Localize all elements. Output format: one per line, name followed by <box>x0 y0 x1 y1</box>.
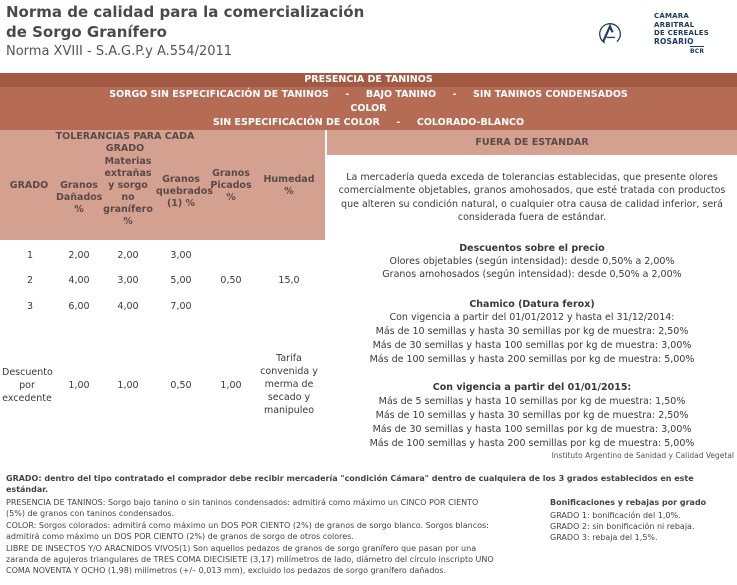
vigencia-title: Con vigencia a partir del 01/01/2015: <box>432 382 632 393</box>
chamico-line: Más de 100 semillas y hasta 200 semillas por kg de muestra: 5,00% <box>369 354 695 365</box>
tolerancias-label: TOLERANCIAS PARA CADA GRADO <box>55 131 195 154</box>
descuentos-title: Descuentos sobre el precio <box>459 243 605 254</box>
vigencia-line: Más de 100 semillas y hasta 200 semillas por kg de muestra: 5,00% <box>369 438 695 449</box>
color-line: SIN ESPECIFICACIÓN DE COLOR - COLORADO-BLANCO <box>212 117 525 128</box>
logo-text: CÁMARA ARBITRAL DE CEREALES ROSARIO BCR <box>654 12 710 56</box>
color-label: COLOR <box>350 103 387 114</box>
list-item: GRADO 3: rebaja del 1,5%. <box>550 533 658 542</box>
chamico-line: Con vigencia a partir del 01/01/2012 y hasta el 31/12/2014: <box>389 312 675 323</box>
col-danados: Granos Dañados % <box>56 180 103 215</box>
col-grado: GRADO <box>9 180 49 191</box>
list-item: GRADO 2: sin bonificación ni rebaja. <box>550 522 695 531</box>
source-note: Instituto Argentino de Sanidad y Calidad Vegetal <box>551 451 734 460</box>
footer-libre: LIBRE DE INSECTOS Y/O ARACNIDOS VIVOS(1) Son aquellos pedazos de granos de sorgo granífero que pasan por una zaranda de agujeros triangulares de TRES COMA DIECISIETE (3,17) milímetros de lado, diámetro del círculo inscripto UNO COMA NOVENTA Y OCHO (1,98) milímetros (+/– 0,013 mm), excluido los pedazos de sorgo granífero dañados. <box>6 544 494 575</box>
vigencia-line: Más de 10 semillas y hasta 30 semillas por kg de muestra: 2,50% <box>375 410 689 421</box>
chamico-title: Chamico (Datura ferox) <box>469 299 595 310</box>
col-quebrados: Granos quebrados (1) % <box>156 174 213 209</box>
footer-taninos: PRESENCIA DE TANINOS: Sorgo bajo tanino o sin taninos condensados: admitirá como máximo un CINCO POR CIENTO (5%) de granos con taninos condensados. <box>6 498 479 518</box>
fuera-estandar-text: La mercadería queda exceda de tolerancias establecidas, que presente olores comercialmente objetables, granos amohosados, que esté tratada con productos que alteren su condición natural, o cualquier otra causa de calidad inferior, será considerada fuera de estándar. <box>338 172 726 223</box>
header <box>6 2 364 59</box>
vigencia-line: Más de 5 semillas y hasta 10 semillas por kg de muestra: 1,50% <box>378 396 686 407</box>
tanino-line: SORGO SIN ESPECIFICACIÓN DE TANINOS - BAJO TANINO - SIN TANINOS CONDENSADOS <box>109 89 628 100</box>
bonificaciones <box>550 497 735 543</box>
camara-arbitral-logo-icon <box>598 6 658 62</box>
descuento-line: Granos amohosados (según intensidad): desde 0,50% a 2,00% <box>382 269 682 280</box>
list-item: GRADO 1: bonificación del 1,0%. <box>550 511 681 520</box>
chamico-line: Más de 10 semillas y hasta 30 semillas por kg de muestra: 2,50% <box>375 326 689 337</box>
page-subtitle: Norma XVIII - S.A.G.P.y A.554/2011 <box>6 44 233 59</box>
presencia-taninos-band: PRESENCIA DE TANINOS <box>0 73 737 87</box>
page-title-line1: Norma de calidad para la comercialización <box>6 3 365 21</box>
col-materias: Materias extrañas y sorgo no granífero % <box>103 156 153 227</box>
chamico-line: Más de 30 semillas y hasta 100 semillas por kg de muestra: 3,00% <box>372 340 692 351</box>
descuento-line: Olores objetables (según intensidad): desde 0,50% a 2,00% <box>389 256 675 267</box>
tanino-color-band <box>0 87 737 130</box>
bonificaciones-title: Bonificaciones y rebajas por grado <box>550 498 707 507</box>
vigencia-line: Más de 30 semillas y hasta 100 semillas por kg de muestra: 3,00% <box>372 424 692 435</box>
page-title-line2: de Sorgo Granífero <box>6 23 167 41</box>
col-picados: Granos Picados % <box>210 168 252 203</box>
fuera-estandar-title: FUERA DE ESTANDAR <box>327 130 737 155</box>
footer-color: COLOR: Sorgos colorados: admitirá como máximo un DOS POR CIENTO (2%) de granos de sorgo blanco. Sorgos blancos: admitirá como máximo un DOS POR CIENTO (2%) de granos de sorgo de otros colores. <box>6 521 489 541</box>
col-humedad: Humedad % <box>263 174 315 197</box>
footer-grado: GRADO: dentro del tipo contratado el comprador debe recibir mercadería "condición Cámara" dentro de cualquiera de los 3 grados establecidos en este estándar. <box>6 474 694 494</box>
